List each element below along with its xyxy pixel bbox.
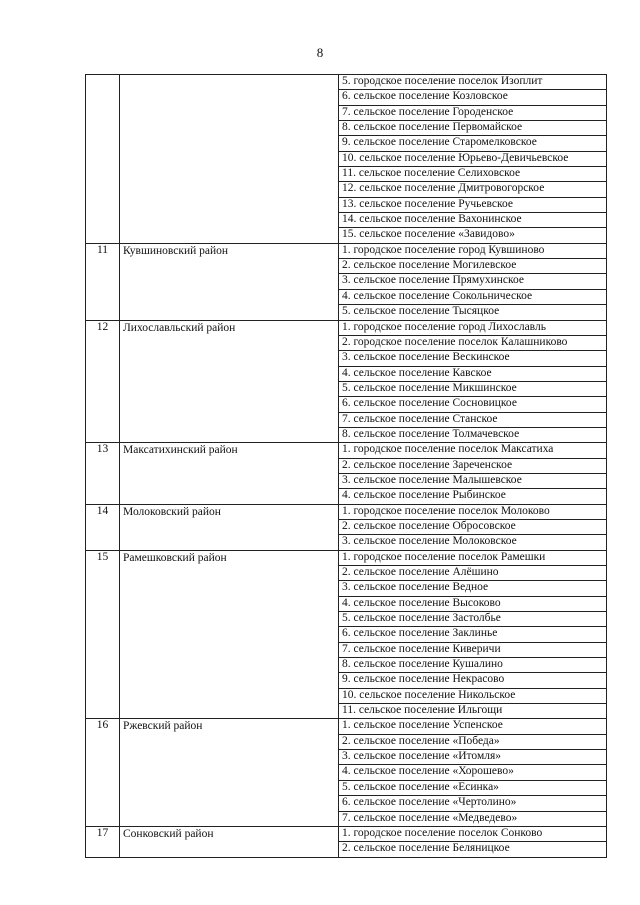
district-number: 16 [86, 719, 120, 826]
table-row [86, 719, 607, 734]
settlement-cell: 5. сельское поселение Застолбье [339, 612, 607, 627]
settlement-cell: 3. сельское поселение Молоковское [339, 535, 607, 550]
table-row [86, 243, 607, 258]
settlement-cell: 4. сельское поселение Кавское [339, 366, 607, 381]
settlement-cell: 1. городское поселение поселок Максатиха [339, 443, 607, 458]
settlement-cell: 9. сельское поселение Некрасово [339, 673, 607, 688]
settlement-cell: 12. сельское поселение Дмитровогорское [339, 182, 607, 197]
settlement-cell: 2. сельское поселение «Победа» [339, 734, 607, 749]
settlement-cell: 6. сельское поселение Козловское [339, 90, 607, 105]
district-name: Рамешковский район [120, 550, 339, 719]
settlement-cell: 14. сельское поселение Вахонинское [339, 213, 607, 228]
settlement-cell: 8. сельское поселение Кушалино [339, 658, 607, 673]
settlement-cell: 6. сельское поселение Сосновицкое [339, 397, 607, 412]
settlement-cell: 2. сельское поселение Обросовское [339, 519, 607, 534]
settlement-cell: 1. городское поселение город Лихославль [339, 320, 607, 335]
table-row [86, 320, 607, 335]
settlement-cell: 11. сельское поселение Селиховское [339, 167, 607, 182]
settlement-cell: 4. сельское поселение Высоково [339, 596, 607, 611]
district-name: Ржевский район [120, 719, 339, 826]
district-name: Кувшиновский район [120, 243, 339, 320]
settlement-cell: 2. городское поселение поселок Калашниково [339, 335, 607, 350]
settlement-cell: 1. городское поселение поселок Молоково [339, 504, 607, 519]
settlement-cell: 15. сельское поселение «Завидово» [339, 228, 607, 243]
settlement-cell: 5. городское поселение поселок Изоплит [339, 75, 607, 90]
district-number: 13 [86, 443, 120, 504]
settlement-cell: 4. сельское поселение Рыбинское [339, 489, 607, 504]
settlements-table-body [86, 75, 607, 858]
settlement-cell: 8. сельское поселение Первомайское [339, 121, 607, 136]
district-number: 17 [86, 826, 120, 857]
table-row [86, 550, 607, 565]
settlement-cell: 6. сельское поселение Заклинье [339, 627, 607, 642]
settlement-cell: 3. сельское поселение Вескинское [339, 351, 607, 366]
settlement-cell: 2. сельское поселение Беляницкое [339, 842, 607, 857]
settlement-cell: 2. сельское поселение Алёшино [339, 566, 607, 581]
district-number: 12 [86, 320, 120, 443]
settlement-cell: 4. сельское поселение Сокольническое [339, 289, 607, 304]
district-name: Максатихинский район [120, 443, 339, 504]
settlement-cell: 5. сельское поселение Микшинское [339, 381, 607, 396]
settlement-cell: 2. сельское поселение Зареченское [339, 458, 607, 473]
district-name: Молоковский район [120, 504, 339, 550]
settlement-cell: 13. сельское поселение Ручьевское [339, 197, 607, 212]
settlement-cell: 3. сельское поселение «Итомля» [339, 750, 607, 765]
settlement-cell: 10. сельское поселение Юрьево-Девичьевское [339, 151, 607, 166]
settlement-cell: 7. сельское поселение Киверичи [339, 642, 607, 657]
settlement-cell: 3. сельское поселение Прямухинское [339, 274, 607, 289]
district-name: Лихославльский район [120, 320, 339, 443]
settlement-cell: 10. сельское поселение Никольское [339, 688, 607, 703]
settlement-cell: 1. городское поселение поселок Сонково [339, 826, 607, 841]
settlement-cell: 7. сельское поселение Станское [339, 412, 607, 427]
settlement-cell: 9. сельское поселение Старомелковское [339, 136, 607, 151]
district-number: 11 [86, 243, 120, 320]
settlement-cell: 8. сельское поселение Толмачевское [339, 427, 607, 442]
settlement-cell: 1. городское поселение поселок Рамешки [339, 550, 607, 565]
settlement-cell: 3. сельское поселение Малышевское [339, 473, 607, 488]
settlement-cell: 6. сельское поселение «Чертолино» [339, 796, 607, 811]
settlement-cell: 7. сельское поселение Городенское [339, 105, 607, 120]
settlement-cell: 11. сельское поселение Ильгощи [339, 704, 607, 719]
settlement-cell: 5. сельское поселение Тысяцкое [339, 305, 607, 320]
settlement-cell: 5. сельское поселение «Есинка» [339, 780, 607, 795]
table-row [86, 443, 607, 458]
table-row [86, 826, 607, 841]
settlement-cell: 3. сельское поселение Ведное [339, 581, 607, 596]
district-name [120, 75, 339, 244]
district-number [86, 75, 120, 244]
page-number: 8 [316, 45, 324, 60]
district-number: 14 [86, 504, 120, 550]
settlement-cell: 2. сельское поселение Могилевское [339, 259, 607, 274]
table-row [86, 504, 607, 519]
settlement-cell: 1. городское поселение город Кувшиново [339, 243, 607, 258]
table-row [86, 75, 607, 90]
district-number: 15 [86, 550, 120, 719]
district-name: Сонковский район [120, 826, 339, 857]
settlement-cell: 1. сельское поселение Успенское [339, 719, 607, 734]
settlements-table [85, 74, 607, 858]
settlement-cell: 4. сельское поселение «Хорошево» [339, 765, 607, 780]
settlement-cell: 7. сельское поселение «Медведево» [339, 811, 607, 826]
